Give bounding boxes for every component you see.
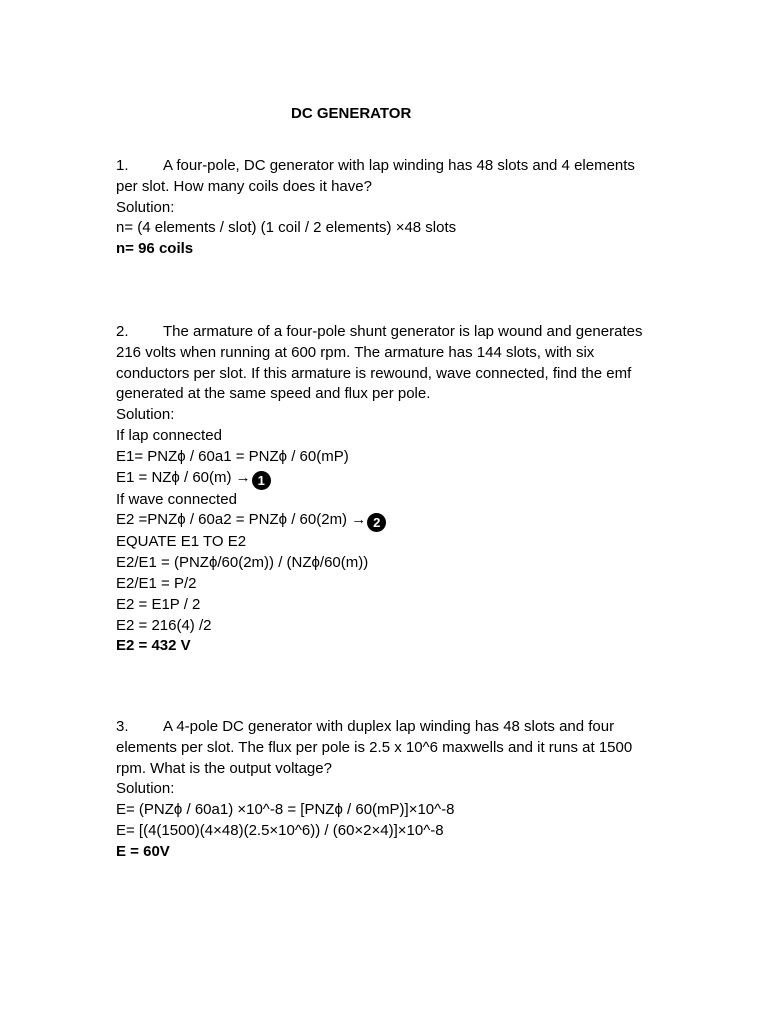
problem-2	[116, 322, 656, 657]
solution-step: E1= PNZϕ / 60a1 = PNZϕ / 60(mP)	[116, 447, 349, 465]
problem-number: 1.	[116, 157, 129, 174]
problem-3	[116, 717, 656, 863]
problem-question	[116, 322, 656, 405]
question-text: A 4-pole DC generator with duplex lap winding has 48 slots and four elements per slot. The flux per pole is 2.5 x 10^6 maxwells and it runs at 1500 rpm. What is the output voltage?	[116, 718, 633, 777]
solution-label: Solution:	[116, 780, 175, 798]
solution-step: E2/E1 = (PNZϕ/60(2m)) / (NZϕ/60(m))	[116, 554, 369, 572]
answer: E = 60V	[116, 842, 170, 860]
problem-question	[116, 156, 656, 198]
solution-step: E= (PNZϕ / 60a1) ×10^-8 = [PNZϕ / 60(mP)]×10^-8	[116, 801, 455, 819]
equation-number-badge-2: 2	[367, 513, 386, 532]
answer: E2 = 432 V	[116, 637, 191, 655]
solution-label: Solution:	[116, 406, 175, 424]
solution-step-with-badge	[116, 468, 656, 490]
solution-step: E2 = 216(4) /2	[116, 616, 212, 634]
problem-question	[116, 717, 656, 779]
solution-step: If wave connected	[116, 490, 237, 508]
page-title: DC GENERATOR	[291, 105, 412, 122]
solution-step-text: E1 = NZϕ / 60(m) →	[116, 468, 251, 486]
solution-step: E2 = E1P / 2	[116, 595, 201, 613]
solution-step-with-badge	[116, 510, 656, 532]
equation-number-badge-1: 1	[252, 471, 271, 490]
solution-step: If lap connected	[116, 426, 222, 444]
solution-step: EQUATE E1 TO E2	[116, 533, 247, 551]
question-text: The armature of a four-pole shunt generator is lap wound and generates 216 volts when running at 600 rpm. The armature has 144 slots, with six conductors per slot. If this armature is rewound, wave connected, find the emf generated at the same speed and flux per pole.	[116, 323, 643, 403]
problem-1	[116, 156, 656, 260]
answer: n= 96 coils	[116, 240, 194, 258]
problem-number: 2.	[116, 323, 129, 340]
solution-step-text: E2 =PNZϕ / 60a2 = PNZϕ / 60(2m) →	[116, 511, 367, 529]
solution-step: E= [(4(1500)(4×48)(2.5×10^6)) / (60×2×4)]×10^-8	[116, 821, 444, 839]
solution-step: n= (4 elements / slot) (1 coil / 2 elements) ×48 slots	[116, 219, 457, 237]
question-text: A four-pole, DC generator with lap winding has 48 slots and 4 elements per slot. How many coils does it have?	[116, 157, 635, 195]
problem-number: 3.	[116, 718, 129, 735]
solution-step: E2/E1 = P/2	[116, 574, 197, 592]
solution-label: Solution:	[116, 198, 175, 216]
